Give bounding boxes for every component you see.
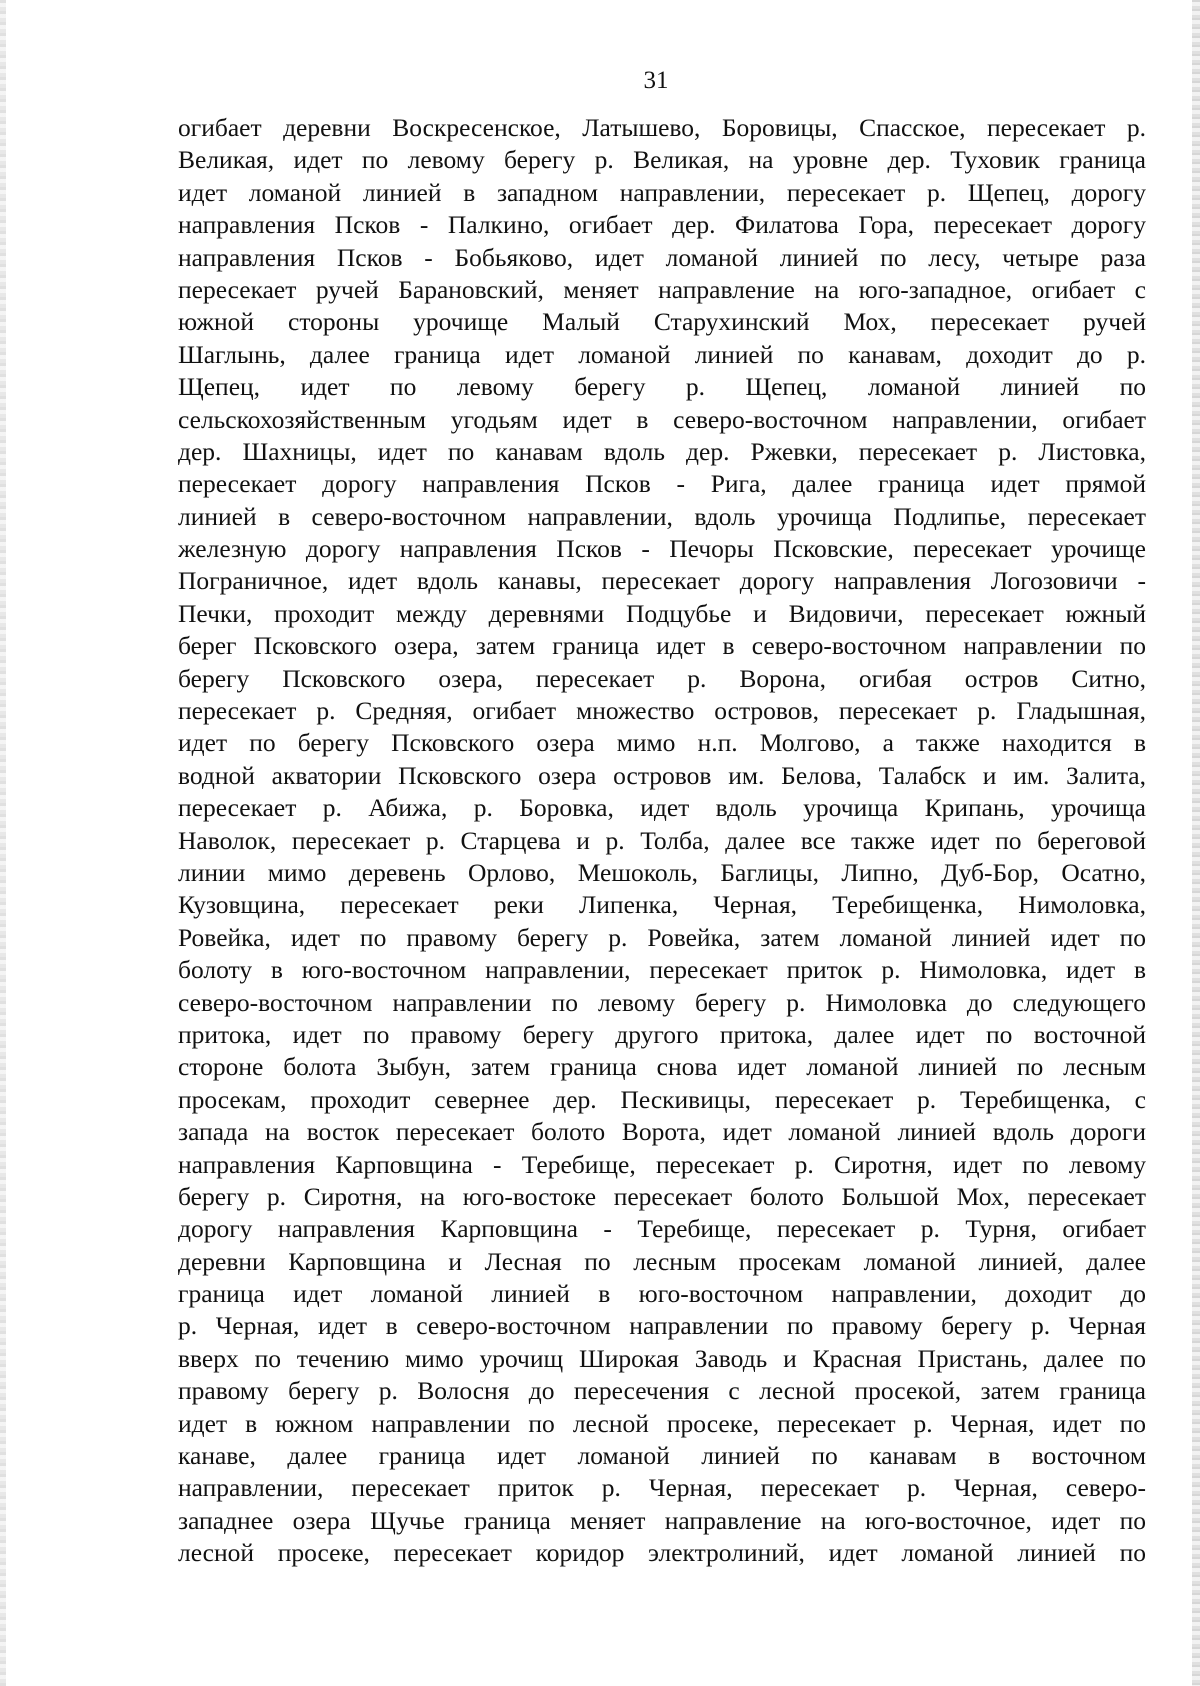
text-line: лесной просеке, пересекает коридор электролиний, идет ломаной линией по <box>178 1538 1146 1568</box>
text-line: Великая, идет по левому берегу р. Великая, на уровне дер. Туховик граница <box>178 145 1146 175</box>
text-line: берегу р. Сиротня, на юго-востоке пересекает болото Большой Мох, пересекает <box>178 1181 1146 1211</box>
text-line: водной акватории Псковского озера островов им. Белова, Талабск и им. Залита, <box>178 760 1146 790</box>
text-line: граница идет ломаной линией в юго-восточном направлении, доходит до <box>178 1279 1146 1309</box>
text-line: северо-восточном направлении по левому берегу р. Нимоловка до следующего <box>178 987 1146 1017</box>
text-line: западнее озера Щучье граница меняет направление на юго-восточное, идет по <box>178 1505 1146 1535</box>
text-line: пересекает дорогу направления Псков - Рига, далее граница идет прямой <box>178 469 1146 499</box>
text-line: идет в южном направлении по лесной просеке, пересекает р. Черная, идет по <box>178 1408 1146 1438</box>
text-line: Кузовщина, пересекает реки Липенка, Черная, Теребищенка, Нимоловка, <box>178 890 1146 920</box>
text-line: дер. Шахницы, идет по канавам вдоль дер. Ржевки, пересекает р. Листовка, <box>178 436 1146 466</box>
text-line: просекам, проходит севернее дер. Пескивицы, пересекает р. Теребищенка, с <box>178 1084 1146 1114</box>
text-line: пересекает р. Средняя, огибает множество островов, пересекает р. Гладышная, <box>178 696 1146 726</box>
text-line: железную дорогу направления Псков - Печоры Псковские, пересекает урочище <box>178 534 1146 564</box>
text-line: Щепец, идет по левому берегу р. Щепец, ломаной линией по <box>178 372 1146 402</box>
scan-edge-right <box>1192 0 1200 1686</box>
text-line: берегу Псковского озера, пересекает р. Ворона, огибая остров Ситно, <box>178 663 1146 693</box>
page-number: 31 <box>643 67 669 94</box>
text-line: пересекает ручей Барановский, меняет направление на юго-западное, огибает с <box>178 274 1146 304</box>
text-line: идет по берегу Псковского озера мимо н.п. Молгово, а также находится в <box>178 728 1146 758</box>
text-line: линии мимо деревень Орлово, Мешоколь, Баглицы, Липно, Дуб-Бор, Осатно, <box>178 857 1146 887</box>
text-line: огибает деревни Воскресенское, Латышево, Боровицы, Спасское, пересекает р. <box>178 113 1146 142</box>
text-line: Пограничное, идет вдоль канавы, пересекает дорогу направления Логозовичи - <box>178 566 1146 596</box>
text-line: болоту в юго-восточном направлении, пересекает приток р. Нимоловка, идет в <box>178 955 1146 985</box>
text-line: сельскохозяйственным угодьям идет в северо-восточном направлении, огибает <box>178 404 1146 434</box>
text-line: южной стороны урочище Малый Старухинский Мох, пересекает ручей <box>178 307 1146 337</box>
scan-edge-left <box>0 0 6 1686</box>
text-line: канаве, далее граница идет ломаной линией по канавам в восточном <box>178 1441 1146 1471</box>
text-line: вверх по течению мимо урочищ Широкая Заводь и Красная Пристань, далее по <box>178 1343 1146 1373</box>
text-line: деревни Карповщина и Лесная по лесным просекам ломаной линией, далее <box>178 1246 1146 1276</box>
text-line: р. Черная, идет в северо-восточном направлении по правому берегу р. Черная <box>178 1311 1146 1341</box>
text-line: направления Псков - Палкино, огибает дер. Филатова Гора, пересекает дорогу <box>178 210 1146 240</box>
text-line: Наволок, пересекает р. Старцева и р. Толба, далее все также идет по береговой <box>178 825 1146 855</box>
text-line: пересекает р. Абижа, р. Боровка, идет вдоль урочища Крипань, урочища <box>178 793 1146 823</box>
text-line: идет ломаной линией в западном направлении, пересекает р. Щепец, дорогу <box>178 177 1146 207</box>
text-line: берег Псковского озера, затем граница идет в северо-восточном направлении по <box>178 631 1146 661</box>
text-line: Печки, проходит между деревнями Подцубье и Видовичи, пересекает южный <box>178 598 1146 628</box>
text-line: правому берегу р. Волосня до пересечения с лесной просекой, затем граница <box>178 1376 1146 1406</box>
text-line: линией в северо-восточном направлении, вдоль урочища Подлипье, пересекает <box>178 501 1146 531</box>
text-line: направлении, пересекает приток р. Черная, пересекает р. Черная, северо- <box>178 1473 1146 1503</box>
text-line: запада на восток пересекает болото Ворота, идет ломаной линией вдоль дороги <box>178 1117 1146 1147</box>
text-line: стороне болота Зыбун, затем граница снова идет ломаной линией по лесным <box>178 1052 1146 1082</box>
text-line: Ровейка, идет по правому берегу р. Ровейка, затем ломаной линией идет по <box>178 922 1146 952</box>
text-line: направления Карповщина - Теребище, пересекает р. Сиротня, идет по левому <box>178 1149 1146 1179</box>
text-line: дорогу направления Карповщина - Теребище, пересекает р. Турня, огибает <box>178 1214 1146 1244</box>
text-line: притока, идет по правому берегу другого притока, далее идет по восточной <box>178 1019 1146 1049</box>
document-body <box>178 112 1146 1570</box>
text-line: направления Псков - Бобьяково, идет ломаной линией по лесу, четыре раза <box>178 242 1146 272</box>
text-line: Шаглынь, далее граница идет ломаной линией по канавам, доходит до р. <box>178 339 1146 369</box>
